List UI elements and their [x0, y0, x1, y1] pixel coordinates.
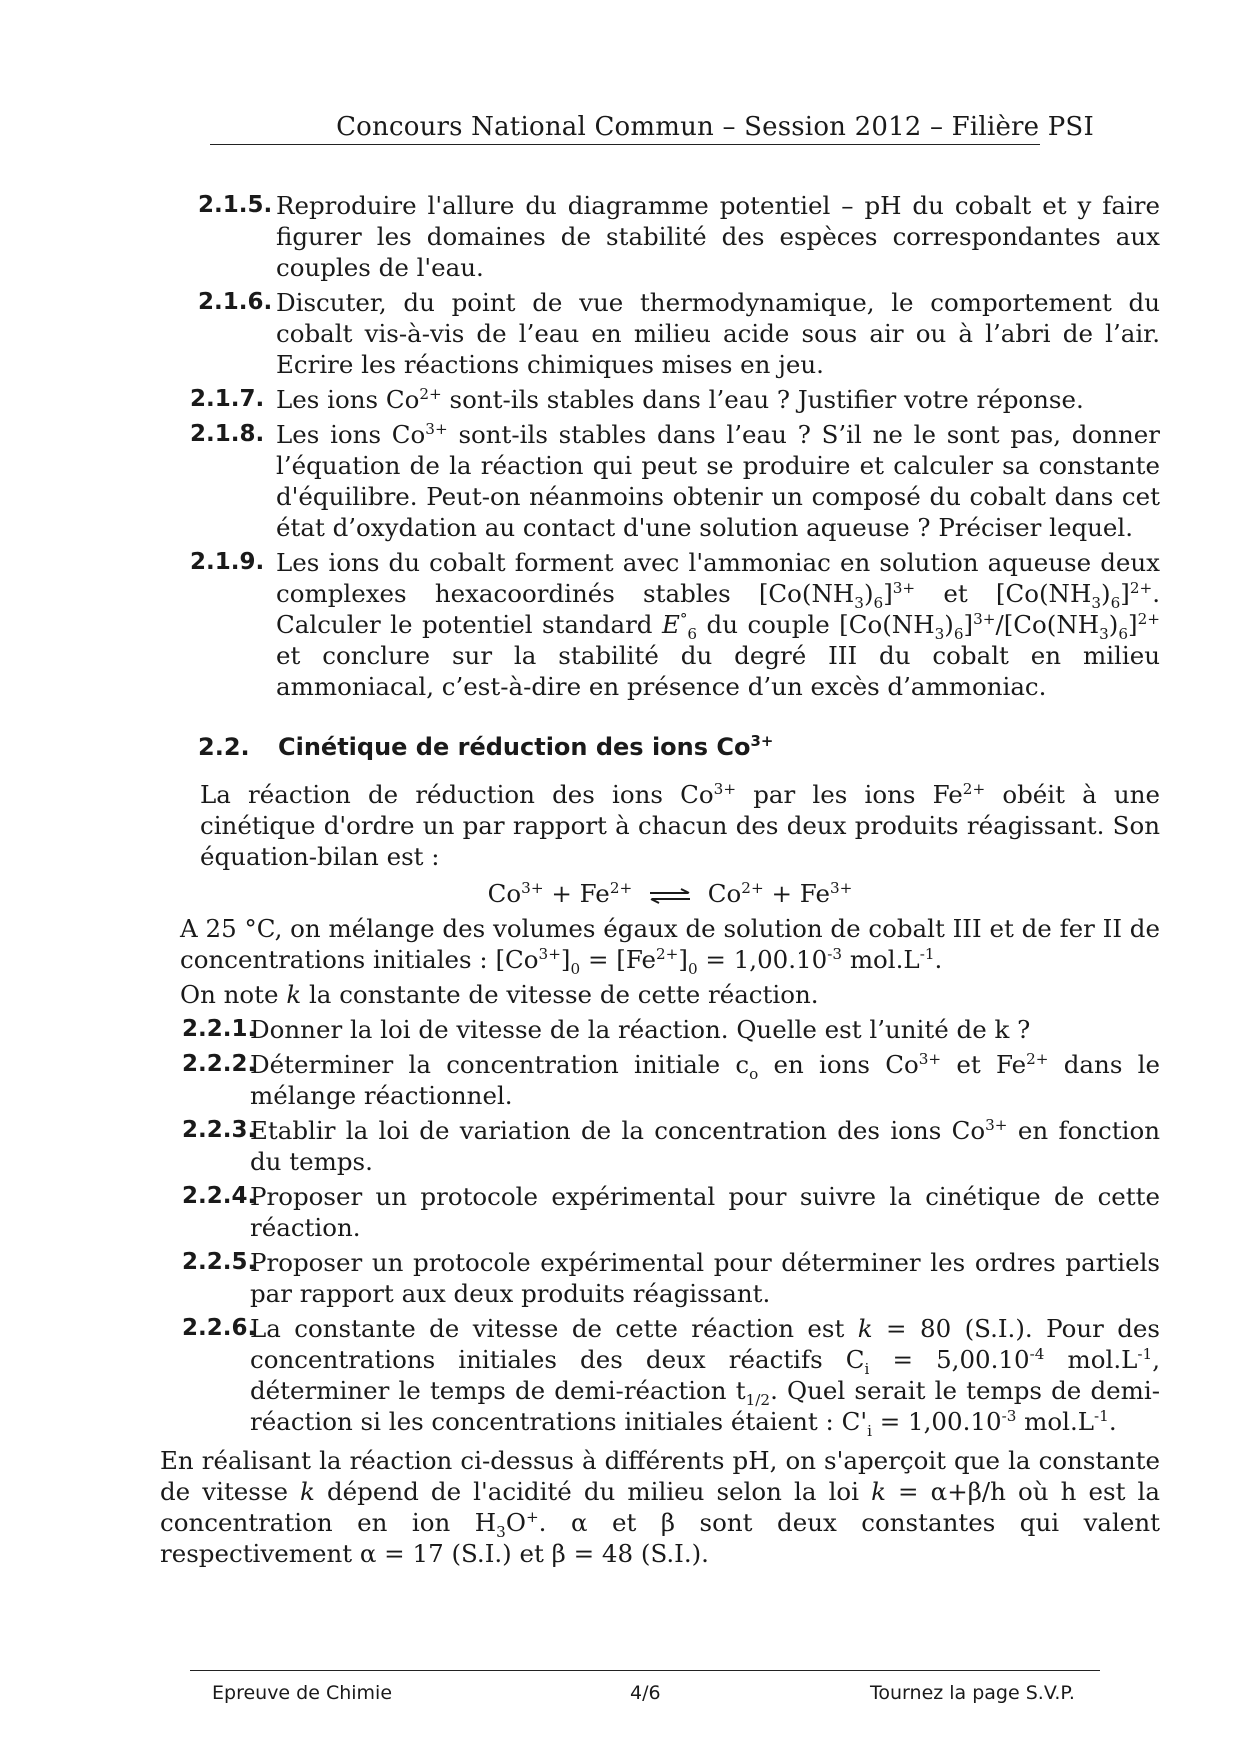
- question-text: ): [944, 610, 954, 639]
- question-number: 2.2.5.: [182, 1249, 257, 1275]
- question-text: .: [1108, 1407, 1117, 1436]
- charge-sup: 3+: [538, 944, 561, 963]
- subscript: 3: [854, 593, 864, 612]
- question-number: 2.1.7.: [190, 386, 265, 412]
- question-number: 2.2.1.: [182, 1016, 257, 1042]
- question-number: 2.1.8.: [190, 421, 265, 447]
- question-text: La constante de vitesse de cette réaction est: [250, 1314, 858, 1343]
- footer-page-number: 4/6: [630, 1682, 661, 1704]
- subscript: 0: [570, 959, 581, 978]
- question-text: /[Co(NH: [995, 610, 1100, 639]
- question-text: Les ions du cobalt forment avec l'ammoniac en solution aqueuse deux complexes hexacoordinés stables [Co(NH: [276, 548, 1160, 608]
- charge-sup: 3+: [425, 419, 448, 438]
- question-2-1-5: [180, 190, 1160, 283]
- question-number: 2.2.3.: [182, 1117, 257, 1143]
- charge-sup: 2+: [1129, 578, 1153, 597]
- subscript: i: [867, 1421, 872, 1440]
- equation-text: Co: [707, 879, 742, 908]
- question-text: = 1,00.10: [871, 1407, 1002, 1436]
- charge-sup: 3+: [918, 1049, 942, 1068]
- paragraph-text: = α+β/h où h est la concentration en ion H: [160, 1477, 1160, 1537]
- paragraph-text: dépend de l'acidité du milieu selon la loi: [314, 1477, 872, 1506]
- charge-sup: +: [525, 1507, 539, 1526]
- subscript: 6: [687, 624, 698, 643]
- paragraph-text: On note: [180, 980, 287, 1009]
- exponent-sup: -3: [827, 944, 843, 963]
- question-text: Discuter, du point de vue thermodynamique, le comportement du cobalt vis-à-vis de l’eau en milieu acide sous air ou à l’abri de l’air. Ecrire les réactions chimiques mises en jeu.: [276, 288, 1160, 379]
- exponent-sup: -1: [1094, 1406, 1109, 1425]
- equation-text: + Fe: [543, 879, 610, 908]
- subscript: 1/2: [745, 1390, 771, 1409]
- question-text: Reproduire l'allure du diagramme potentiel – pH du cobalt et y faire figurer les domaines de stabilité des espèces correspondantes aux couples de l'eau.: [276, 191, 1160, 282]
- charge-sup: 3+: [521, 878, 544, 897]
- rate-constant-symbol: k: [286, 980, 302, 1009]
- page-content: [160, 190, 1160, 1569]
- exponent-sup: -1: [919, 944, 935, 963]
- section-heading-2-2: [198, 732, 1160, 763]
- paragraph-text: . α et β sont deux constantes qui valent respectivement α = 17 (S.I.) et β = 48 (S.I.).: [160, 1508, 1160, 1568]
- question-text: ): [1108, 610, 1119, 639]
- question-text: du couple [Co(NH: [697, 610, 935, 639]
- charge-sup: 2+: [655, 944, 679, 963]
- paragraph-text: par les ions Fe: [736, 780, 963, 809]
- paragraph-text: = 1,00.10: [697, 945, 828, 974]
- question-number: 2.2.4.: [182, 1183, 257, 1209]
- paragraph-text: obéit à une cinétique d'ordre un par rapport à chacun des deux produits réagissant. Son équation-bilan est :: [200, 780, 1160, 871]
- question-text: ]: [963, 610, 974, 639]
- charge-sup: 2+: [1026, 1049, 1049, 1068]
- question-text: Proposer un protocole expérimental pour suivre la cinétique de cette réaction.: [250, 1182, 1160, 1242]
- question-text: Etablir la loi de variation de la concentration des ions Co: [250, 1116, 986, 1145]
- subscript: 3: [1099, 624, 1109, 643]
- paragraph-text: mol.L: [842, 945, 920, 974]
- charge-sup: 2+: [962, 779, 986, 798]
- subscript: 6: [953, 624, 964, 643]
- note-paragraph: [180, 979, 1160, 1010]
- question-2-2-5: [180, 1247, 1160, 1309]
- paragraph-text: ]: [560, 945, 571, 974]
- equation-text: + Fe: [763, 879, 830, 908]
- question-number: 2.1.9.: [190, 549, 265, 575]
- paragraph-text: O: [505, 1508, 526, 1537]
- question-text: sont-ils stables dans l’eau ? Justifier votre réponse.: [441, 385, 1084, 414]
- subscript: 6: [1110, 593, 1121, 612]
- question-text: mol.L: [1016, 1407, 1095, 1436]
- potential-symbol: E: [661, 610, 680, 639]
- question-2-2-2: [180, 1049, 1160, 1111]
- equilibrium-arrows-icon: [648, 888, 692, 904]
- rate-constant-symbol: k: [857, 1314, 873, 1343]
- question-text: , déterminer le temps de demi-réaction t: [250, 1345, 1160, 1405]
- paragraph-text: La réaction de réduction des ions Co: [200, 780, 714, 809]
- paragraph-text: = [Fe: [580, 945, 656, 974]
- charge-sup: 3+: [750, 732, 774, 750]
- question-text: mol.L: [1044, 1345, 1138, 1374]
- equation-text: Co: [487, 879, 522, 908]
- subscript: 3: [496, 1522, 506, 1541]
- subscript: 0: [687, 959, 698, 978]
- exponent-sup: -4: [1029, 1344, 1045, 1363]
- paragraph-text: En réalisant la réaction ci-dessus à différents pH, on s'aperçoit que la constante de vitesse: [160, 1446, 1160, 1506]
- paragraph-text: la constante de vitesse de cette réaction.: [301, 980, 819, 1009]
- rate-constant-symbol: k: [871, 1477, 886, 1506]
- intro-paragraph: [200, 779, 1160, 872]
- question-text: ]: [1120, 579, 1130, 608]
- question-text: ): [1101, 579, 1111, 608]
- charge-sup: 3+: [829, 878, 853, 897]
- question-text: et [Co(NH: [915, 579, 1092, 608]
- question-text: = 80 (S.I.). Pour des concentrations initiales des deux réactifs C: [250, 1314, 1160, 1374]
- charge-sup: 2+: [741, 878, 764, 897]
- charge-sup: 2+: [609, 878, 633, 897]
- paragraph-text: ]: [678, 945, 688, 974]
- question-number: 2.2.6.: [182, 1315, 257, 1341]
- question-text: . Calculer le potentiel standard: [276, 579, 1160, 639]
- question-text: en ions Co: [758, 1050, 919, 1079]
- question-text: Les ions Co: [276, 420, 426, 449]
- footer-rule: [190, 1670, 1100, 1671]
- exponent-sup: -1: [1137, 1344, 1153, 1363]
- question-2-2-3: [180, 1115, 1160, 1177]
- question-text: et conclure sur la stabilité du degré III du cobalt en milieu ammoniacal, c’est-à-dire en présence d’un excès d’ammoniac.: [276, 641, 1160, 701]
- question-text: en fonction du temps.: [250, 1116, 1160, 1176]
- reaction-equation: [180, 878, 1160, 909]
- question-text: Les ions Co: [276, 385, 420, 414]
- question-text: ): [863, 579, 874, 608]
- question-text: ]: [883, 579, 893, 608]
- section-number: 2.2.: [198, 733, 250, 761]
- question-2-2-4: [180, 1181, 1160, 1243]
- charge-sup: 3+: [713, 779, 737, 798]
- footer-exam-name: Epreuve de Chimie: [212, 1682, 393, 1704]
- question-text: et Fe: [941, 1050, 1027, 1079]
- subscript: 3: [1091, 593, 1102, 612]
- page-header: [0, 112, 1240, 142]
- header-rule: [210, 144, 1040, 145]
- question-text: Donner la loi de vitesse de la réaction. Quelle est l’unité de k ?: [250, 1015, 1031, 1044]
- question-number: 2.1.5.: [198, 192, 273, 218]
- question-text: dans le mélange réactionnel.: [250, 1050, 1160, 1110]
- exponent-sup: -3: [1001, 1406, 1017, 1425]
- question-number: 2.1.6.: [198, 289, 273, 315]
- question-number: 2.2.2.: [182, 1051, 257, 1077]
- final-paragraph: [160, 1445, 1160, 1569]
- question-2-2-6: [180, 1313, 1160, 1440]
- question-2-1-7: [180, 384, 1160, 415]
- charge-sup: 3+: [892, 578, 916, 597]
- subscript: 6: [1118, 624, 1129, 643]
- mix-paragraph: [180, 913, 1160, 978]
- question-2-1-9: [180, 547, 1160, 702]
- question-text: = 5,00.10: [869, 1345, 1030, 1374]
- subscript: 3: [934, 624, 945, 643]
- charge-sup: 2+: [1137, 609, 1160, 628]
- header-title: Concours National Commun – Session 2012 – Filière PSI: [336, 112, 1094, 142]
- standard-degree-sup: °: [679, 609, 688, 628]
- question-2-1-6: [180, 287, 1160, 380]
- question-2-2-1: [180, 1014, 1160, 1045]
- paragraph-text: A 25 °C, on mélange des volumes égaux de solution de cobalt III et de fer II de concentrations initiales : [Co: [180, 914, 1160, 974]
- question-text: ]: [1128, 610, 1138, 639]
- subscript: i: [864, 1359, 870, 1378]
- question-text: . Quel serait le temps de demi-réaction si les concentrations initiales étaient : C': [250, 1376, 1160, 1436]
- charge-sup: 3+: [973, 609, 996, 628]
- paragraph-text: .: [934, 945, 943, 974]
- question-text: Déterminer la concentration initiale c: [250, 1050, 750, 1079]
- subscript: 6: [873, 593, 884, 612]
- question-text: Proposer un protocole expérimental pour déterminer les ordres partiels par rapport aux deux produits réagissant.: [250, 1248, 1160, 1308]
- subscript: o: [749, 1064, 759, 1083]
- question-text: sont-ils stables dans l’eau ? S’il ne le sont pas, donner l’équation de la réaction qui peut se produire et calculer sa constante d'équilibre. Peut-on néanmoins obtenir un composé du cobalt dans cet état d’oxydation au contact d'une solution aqueuse ? Préciser lequel.: [276, 420, 1160, 542]
- charge-sup: 2+: [419, 384, 442, 403]
- rate-constant-symbol: k: [300, 1477, 315, 1506]
- charge-sup: 3+: [985, 1115, 1008, 1134]
- footer-turn-page: Tournez la page S.V.P.: [870, 1682, 1075, 1704]
- section-title: Cinétique de réduction des ions Co: [278, 733, 751, 761]
- question-2-1-8: [180, 419, 1160, 543]
